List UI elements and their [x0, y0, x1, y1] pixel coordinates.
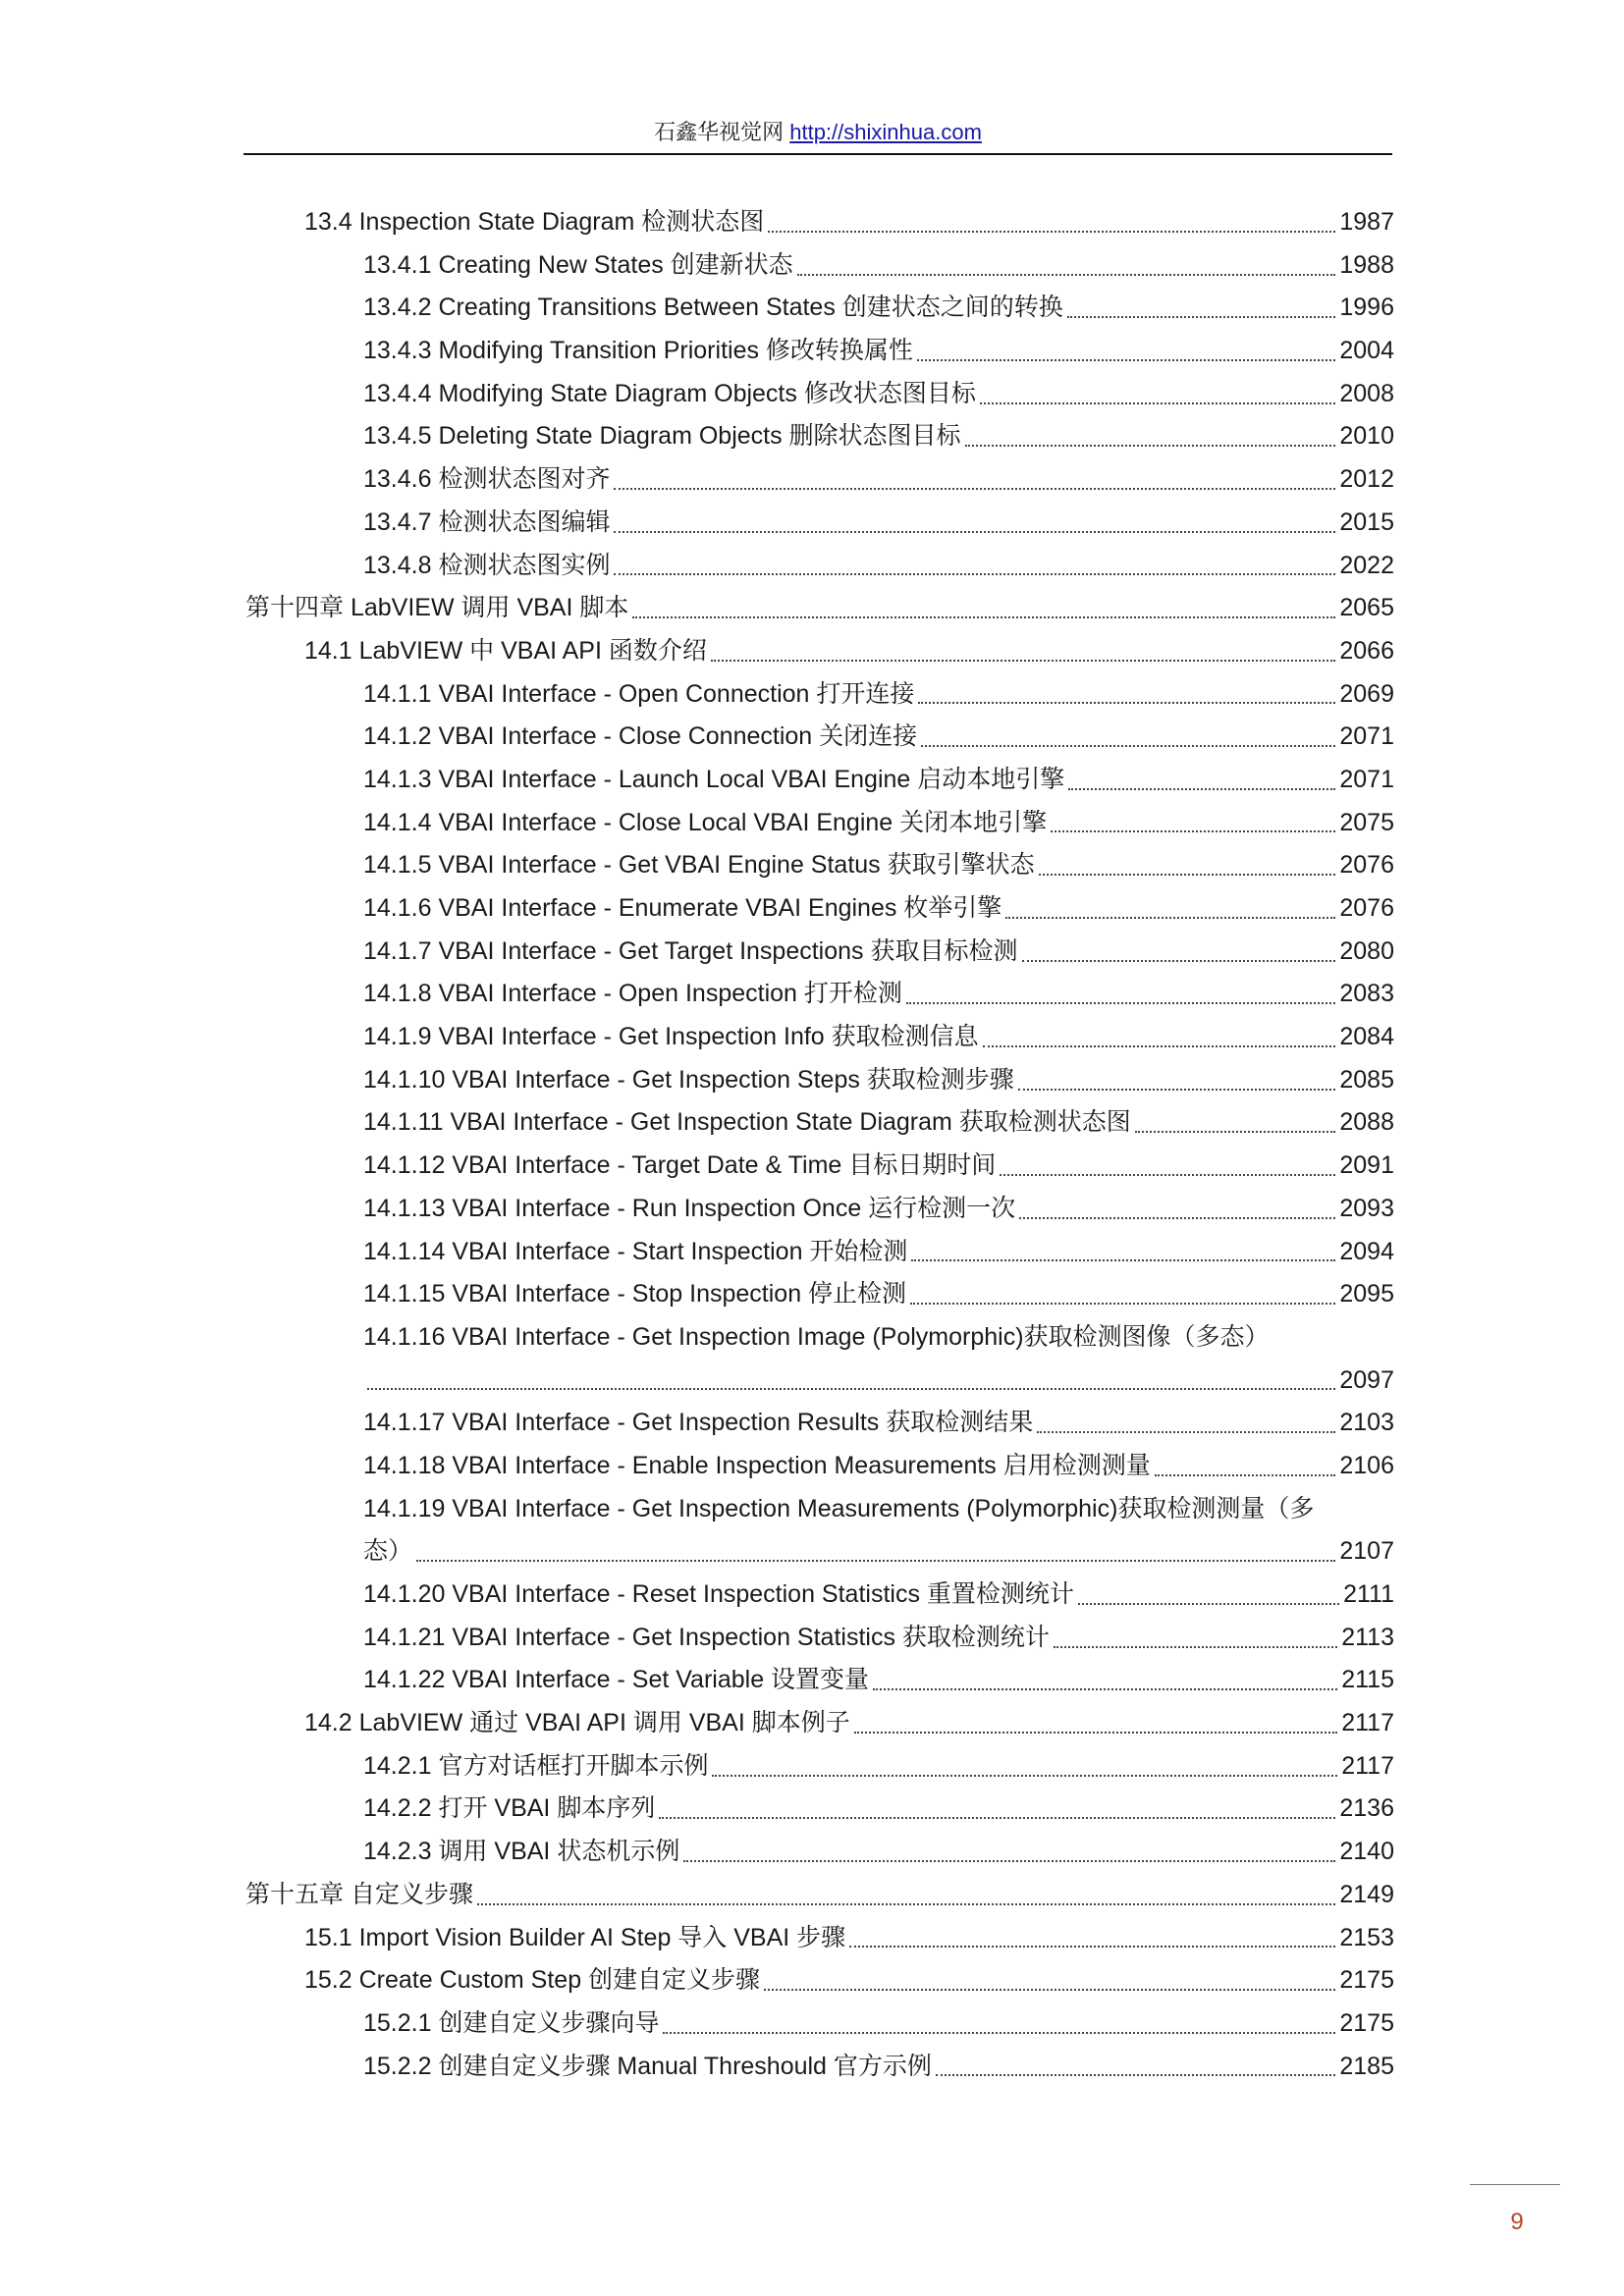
toc-entry-title: 15.1 Import Vision Builder AI Step 导入 VBAI 步骤	[304, 1923, 846, 1951]
toc-entry-page: 2008	[1339, 379, 1394, 407]
toc-entry[interactable]	[245, 330, 1394, 373]
dot-leader	[1005, 917, 1335, 919]
toc-entry-title: 13.4.4 Modifying State Diagram Objects 修改状态图目标	[363, 379, 976, 407]
toc-entry-title: 13.4.2 Creating Transitions Between States 创建状态之间的转换	[363, 294, 1063, 322]
dot-leader	[683, 1860, 1335, 1862]
dot-leader	[1022, 960, 1336, 962]
dot-leader	[1019, 1217, 1335, 1219]
toc-entry[interactable]	[245, 716, 1394, 759]
dot-leader	[367, 1388, 1335, 1390]
toc-entry-leader-line[interactable]	[245, 1530, 1394, 1574]
toc-entry-page: 1996	[1339, 294, 1394, 322]
toc-entry-title: 14.1.17 VBAI Interface - Get Inspection Results 获取检测结果	[363, 1409, 1034, 1437]
toc-entry[interactable]	[245, 887, 1394, 931]
toc-entry[interactable]	[245, 1788, 1394, 1831]
toc-entry-page: 2103	[1339, 1409, 1394, 1437]
toc-entry-title: 14.1.13 VBAI Interface - Run Inspection Once 运行检测一次	[363, 1194, 1016, 1222]
toc-entry-title: 14.1.20 VBAI Interface - Reset Inspection Statistics 重置检测统计	[363, 1580, 1074, 1608]
dot-leader	[663, 2032, 1335, 2034]
dot-leader	[477, 1903, 1335, 1905]
dot-leader	[873, 1688, 1337, 1690]
toc-entry-page: 2012	[1339, 465, 1394, 494]
toc-entry-page: 2015	[1339, 507, 1394, 536]
dot-leader	[921, 745, 1335, 747]
toc-entry[interactable]	[245, 931, 1394, 974]
toc-entry[interactable]	[245, 244, 1394, 288]
dot-leader	[936, 2074, 1335, 2076]
toc-entry-page: 2149	[1339, 1880, 1394, 1908]
toc-entry-title: 14.2 LabVIEW 通过 VBAI API 调用 VBAI 脚本例子	[304, 1709, 850, 1737]
toc-entry-page: 2113	[1341, 1623, 1394, 1651]
toc-entry[interactable]	[245, 973, 1394, 1016]
toc-entry-page: 2065	[1339, 594, 1394, 622]
toc-entry-title: 14.1.10 VBAI Interface - Get Inspection Steps 获取检测步骤	[363, 1065, 1014, 1094]
toc-entry-title: 14.1.12 VBAI Interface - Target Date & Time 目标日期时间	[363, 1151, 997, 1180]
dot-leader	[712, 1775, 1337, 1777]
toc-entry[interactable]	[245, 1402, 1394, 1445]
toc-entry[interactable]	[245, 802, 1394, 845]
toc-entry-title-continued: 态）	[363, 1537, 413, 1566]
toc-entry-page: 2091	[1339, 1151, 1394, 1180]
toc-entry[interactable]	[245, 201, 1394, 244]
toc-entry-page: 2066	[1339, 636, 1394, 665]
toc-entry-page: 2094	[1339, 1237, 1394, 1265]
toc-entry-title: 15.2 Create Custom Step 创建自定义步骤	[304, 1966, 761, 1995]
toc-entry-title: 14.1.14 VBAI Interface - Start Inspection 开始检测	[363, 1237, 908, 1265]
toc-entry-page: 2022	[1339, 551, 1394, 579]
toc-entry[interactable]	[245, 415, 1394, 458]
dot-leader	[711, 660, 1335, 662]
toc-entry-page: 2085	[1339, 1065, 1394, 1094]
toc-entry-leader-line[interactable]	[245, 1360, 1394, 1403]
toc-entry-title: 14.1.7 VBAI Interface - Get Target Inspections 获取目标检测	[363, 936, 1018, 965]
toc-entry-title: 第十四章 LabVIEW 调用 VBAI 脚本	[245, 594, 629, 622]
toc-entry-title: 15.2.1 创建自定义步骤向导	[363, 2008, 660, 2037]
toc-entry-page: 2107	[1339, 1537, 1394, 1566]
dot-leader	[906, 1002, 1335, 1004]
dot-leader	[1135, 1131, 1336, 1133]
toc-entry-title: 14.1.8 VBAI Interface - Open Inspection 打开检测	[363, 980, 902, 1008]
dot-leader	[917, 359, 1335, 361]
toc-entry-page: 2175	[1339, 1966, 1394, 1995]
dot-leader	[1078, 1603, 1339, 1605]
toc-entry[interactable]	[245, 1831, 1394, 1874]
toc-entry-page: 2093	[1339, 1194, 1394, 1222]
toc-entry-title: 13.4.5 Deleting State Diagram Objects 删除状态图目标	[363, 422, 961, 451]
toc-entry-page: 2115	[1341, 1666, 1394, 1694]
toc-entry-title: 13.4.3 Modifying Transition Priorities 修改转换属性	[363, 337, 913, 365]
toc-entry-title: 13.4.6 检测状态图对齐	[363, 465, 611, 494]
toc-entry[interactable]	[245, 1574, 1394, 1617]
toc-entry[interactable]	[245, 1145, 1394, 1188]
dot-leader	[768, 231, 1335, 233]
toc-entry[interactable]	[245, 373, 1394, 416]
toc-entry-title: 14.1.22 VBAI Interface - Set Variable 设置变量	[363, 1666, 870, 1694]
footer-divider	[1470, 2184, 1560, 2185]
dot-leader	[918, 702, 1335, 704]
site-link[interactable]: http://shixinhua.com	[789, 120, 982, 144]
page-number: 9	[1510, 2209, 1524, 2235]
table-of-contents	[245, 201, 1394, 2088]
dot-leader	[1018, 1089, 1336, 1091]
toc-entry-page: 2010	[1339, 422, 1394, 451]
site-name: 石鑫华视觉网	[654, 120, 785, 144]
dot-leader	[614, 531, 1335, 533]
toc-entry-title: 14.1.11 VBAI Interface - Get Inspection State Diagram 获取检测状态图	[363, 1108, 1131, 1137]
dot-leader	[1068, 788, 1335, 790]
toc-entry-page: 2117	[1341, 1751, 1394, 1780]
toc-entry[interactable]	[245, 1617, 1394, 1660]
toc-entry-title: 13.4 Inspection State Diagram 检测状态图	[304, 208, 765, 236]
toc-entry[interactable]	[245, 673, 1394, 717]
toc-entry-page: 2084	[1339, 1023, 1394, 1051]
dot-leader	[1054, 1646, 1337, 1648]
toc-entry-title-line[interactable]	[245, 1488, 1394, 1531]
toc-entry[interactable]	[245, 1959, 1394, 2002]
toc-entry-page: 2083	[1339, 980, 1394, 1008]
toc-entry[interactable]	[245, 1874, 1394, 1917]
toc-entry-title: 14.2.1 官方对话框打开脚本示例	[363, 1751, 709, 1780]
dot-leader	[797, 274, 1336, 276]
toc-entry-title: 14.2.2 打开 VBAI 脚本序列	[363, 1794, 656, 1823]
dot-leader	[911, 1259, 1335, 1261]
toc-entry-page: 2004	[1339, 337, 1394, 365]
dot-leader	[965, 445, 1336, 447]
toc-entry-page: 2076	[1339, 894, 1394, 922]
toc-entry-title: 14.1.1 VBAI Interface - Open Connection 打开连接	[363, 679, 915, 708]
dot-leader	[614, 573, 1335, 575]
toc-entry[interactable]	[245, 1273, 1394, 1316]
toc-entry[interactable]	[245, 1059, 1394, 1102]
dot-leader	[1155, 1474, 1336, 1476]
toc-entry-page: 2185	[1339, 2052, 1394, 2080]
toc-entry-page: 2071	[1339, 765, 1394, 793]
toc-entry[interactable]	[245, 1917, 1394, 1960]
toc-entry-page: 2075	[1339, 808, 1394, 836]
toc-entry[interactable]	[245, 458, 1394, 502]
toc-entry-title: 14.1.3 VBAI Interface - Launch Local VBAI Engine 启动本地引擎	[363, 765, 1065, 793]
toc-entry-page: 2117	[1341, 1709, 1394, 1737]
dot-leader	[1067, 316, 1336, 318]
toc-entry[interactable]	[245, 1016, 1394, 1059]
toc-entry-title: 14.1.19 VBAI Interface - Get Inspection Measurements (Polymorphic)获取检测测量（多	[363, 1494, 1315, 1522]
dot-leader	[1051, 830, 1335, 832]
toc-entry[interactable]	[245, 630, 1394, 673]
toc-entry-title: 14.1.5 VBAI Interface - Get VBAI Engine Status 获取引擎状态	[363, 851, 1035, 880]
toc-entry-title: 第十五章 自定义步骤	[245, 1880, 473, 1908]
toc-entry-page: 1988	[1339, 250, 1394, 279]
toc-entry-page: 2088	[1339, 1108, 1394, 1137]
dot-leader	[1039, 874, 1336, 876]
toc-entry-page: 2140	[1339, 1838, 1394, 1866]
toc-entry-page: 2080	[1339, 936, 1394, 965]
toc-entry[interactable]	[245, 287, 1394, 330]
dot-leader	[983, 1045, 1336, 1047]
toc-entry[interactable]	[245, 759, 1394, 802]
toc-entry[interactable]	[245, 1101, 1394, 1145]
toc-entry[interactable]	[245, 1188, 1394, 1231]
toc-entry-title: 14.1.21 VBAI Interface - Get Inspection Statistics 获取检测统计	[363, 1623, 1050, 1651]
toc-entry-page: 2153	[1339, 1923, 1394, 1951]
toc-entry-page: 2069	[1339, 679, 1394, 708]
toc-entry-title: 13.4.1 Creating New States 创建新状态	[363, 250, 793, 279]
toc-entry-title: 13.4.7 检测状态图编辑	[363, 507, 611, 536]
toc-entry[interactable]	[245, 2046, 1394, 2089]
toc-entry[interactable]	[245, 1659, 1394, 1702]
dot-leader	[980, 402, 1336, 404]
dot-leader	[910, 1303, 1335, 1305]
toc-entry-page: 2095	[1339, 1280, 1394, 1308]
toc-entry-page: 2076	[1339, 851, 1394, 880]
toc-entry-title: 14.1.18 VBAI Interface - Enable Inspection Measurements 启用检测测量	[363, 1451, 1151, 1479]
dot-leader	[854, 1732, 1337, 1734]
toc-entry-title: 14.1.6 VBAI Interface - Enumerate VBAI Engines 枚举引擎	[363, 894, 1002, 922]
toc-entry-title: 14.1.9 VBAI Interface - Get Inspection Info 获取检测信息	[363, 1023, 979, 1051]
toc-entry-page: 2175	[1339, 2008, 1394, 2037]
toc-entry-title: 14.1.15 VBAI Interface - Stop Inspection 停止检测	[363, 1280, 907, 1308]
dot-leader	[1000, 1174, 1335, 1176]
toc-entry-title: 14.1.2 VBAI Interface - Close Connection 关闭连接	[363, 722, 918, 751]
toc-entry-title: 14.1 LabVIEW 中 VBAI API 函数介绍	[304, 636, 707, 665]
toc-entry-page: 1987	[1339, 208, 1394, 236]
toc-entry-page: 2136	[1339, 1794, 1394, 1823]
dot-leader	[614, 488, 1335, 490]
dot-leader	[764, 1989, 1335, 1991]
toc-entry[interactable]	[245, 1445, 1394, 1488]
toc-entry-page: 2106	[1339, 1451, 1394, 1479]
toc-entry-title: 15.2.2 创建自定义步骤 Manual Threshould 官方示例	[363, 2052, 932, 2080]
toc-entry-title: 14.1.16 VBAI Interface - Get Inspection Image (Polymorphic)获取检测图像（多态）	[363, 1322, 1270, 1351]
toc-entry[interactable]	[245, 1745, 1394, 1789]
dot-leader	[632, 616, 1335, 618]
toc-entry[interactable]	[245, 502, 1394, 545]
toc-entry-title: 13.4.8 检测状态图实例	[363, 551, 611, 579]
toc-entry[interactable]	[245, 844, 1394, 887]
page-header	[244, 116, 1392, 155]
toc-entry[interactable]	[245, 545, 1394, 588]
toc-entry-page: 2097	[1339, 1365, 1394, 1394]
dot-leader	[659, 1817, 1335, 1819]
dot-leader	[416, 1560, 1335, 1562]
dot-leader	[849, 1946, 1335, 1948]
toc-entry-title: 14.1.4 VBAI Interface - Close Local VBAI Engine 关闭本地引擎	[363, 808, 1048, 836]
toc-entry[interactable]	[245, 1702, 1394, 1745]
toc-entry-page: 2071	[1339, 722, 1394, 751]
toc-entry[interactable]	[245, 1231, 1394, 1274]
toc-entry-page: 2111	[1343, 1580, 1394, 1608]
toc-entry[interactable]	[245, 2002, 1394, 2046]
toc-entry-title: 14.2.3 调用 VBAI 状态机示例	[363, 1838, 680, 1866]
toc-entry-title-line[interactable]	[245, 1316, 1394, 1360]
toc-entry[interactable]	[245, 587, 1394, 630]
dot-leader	[1037, 1431, 1335, 1433]
